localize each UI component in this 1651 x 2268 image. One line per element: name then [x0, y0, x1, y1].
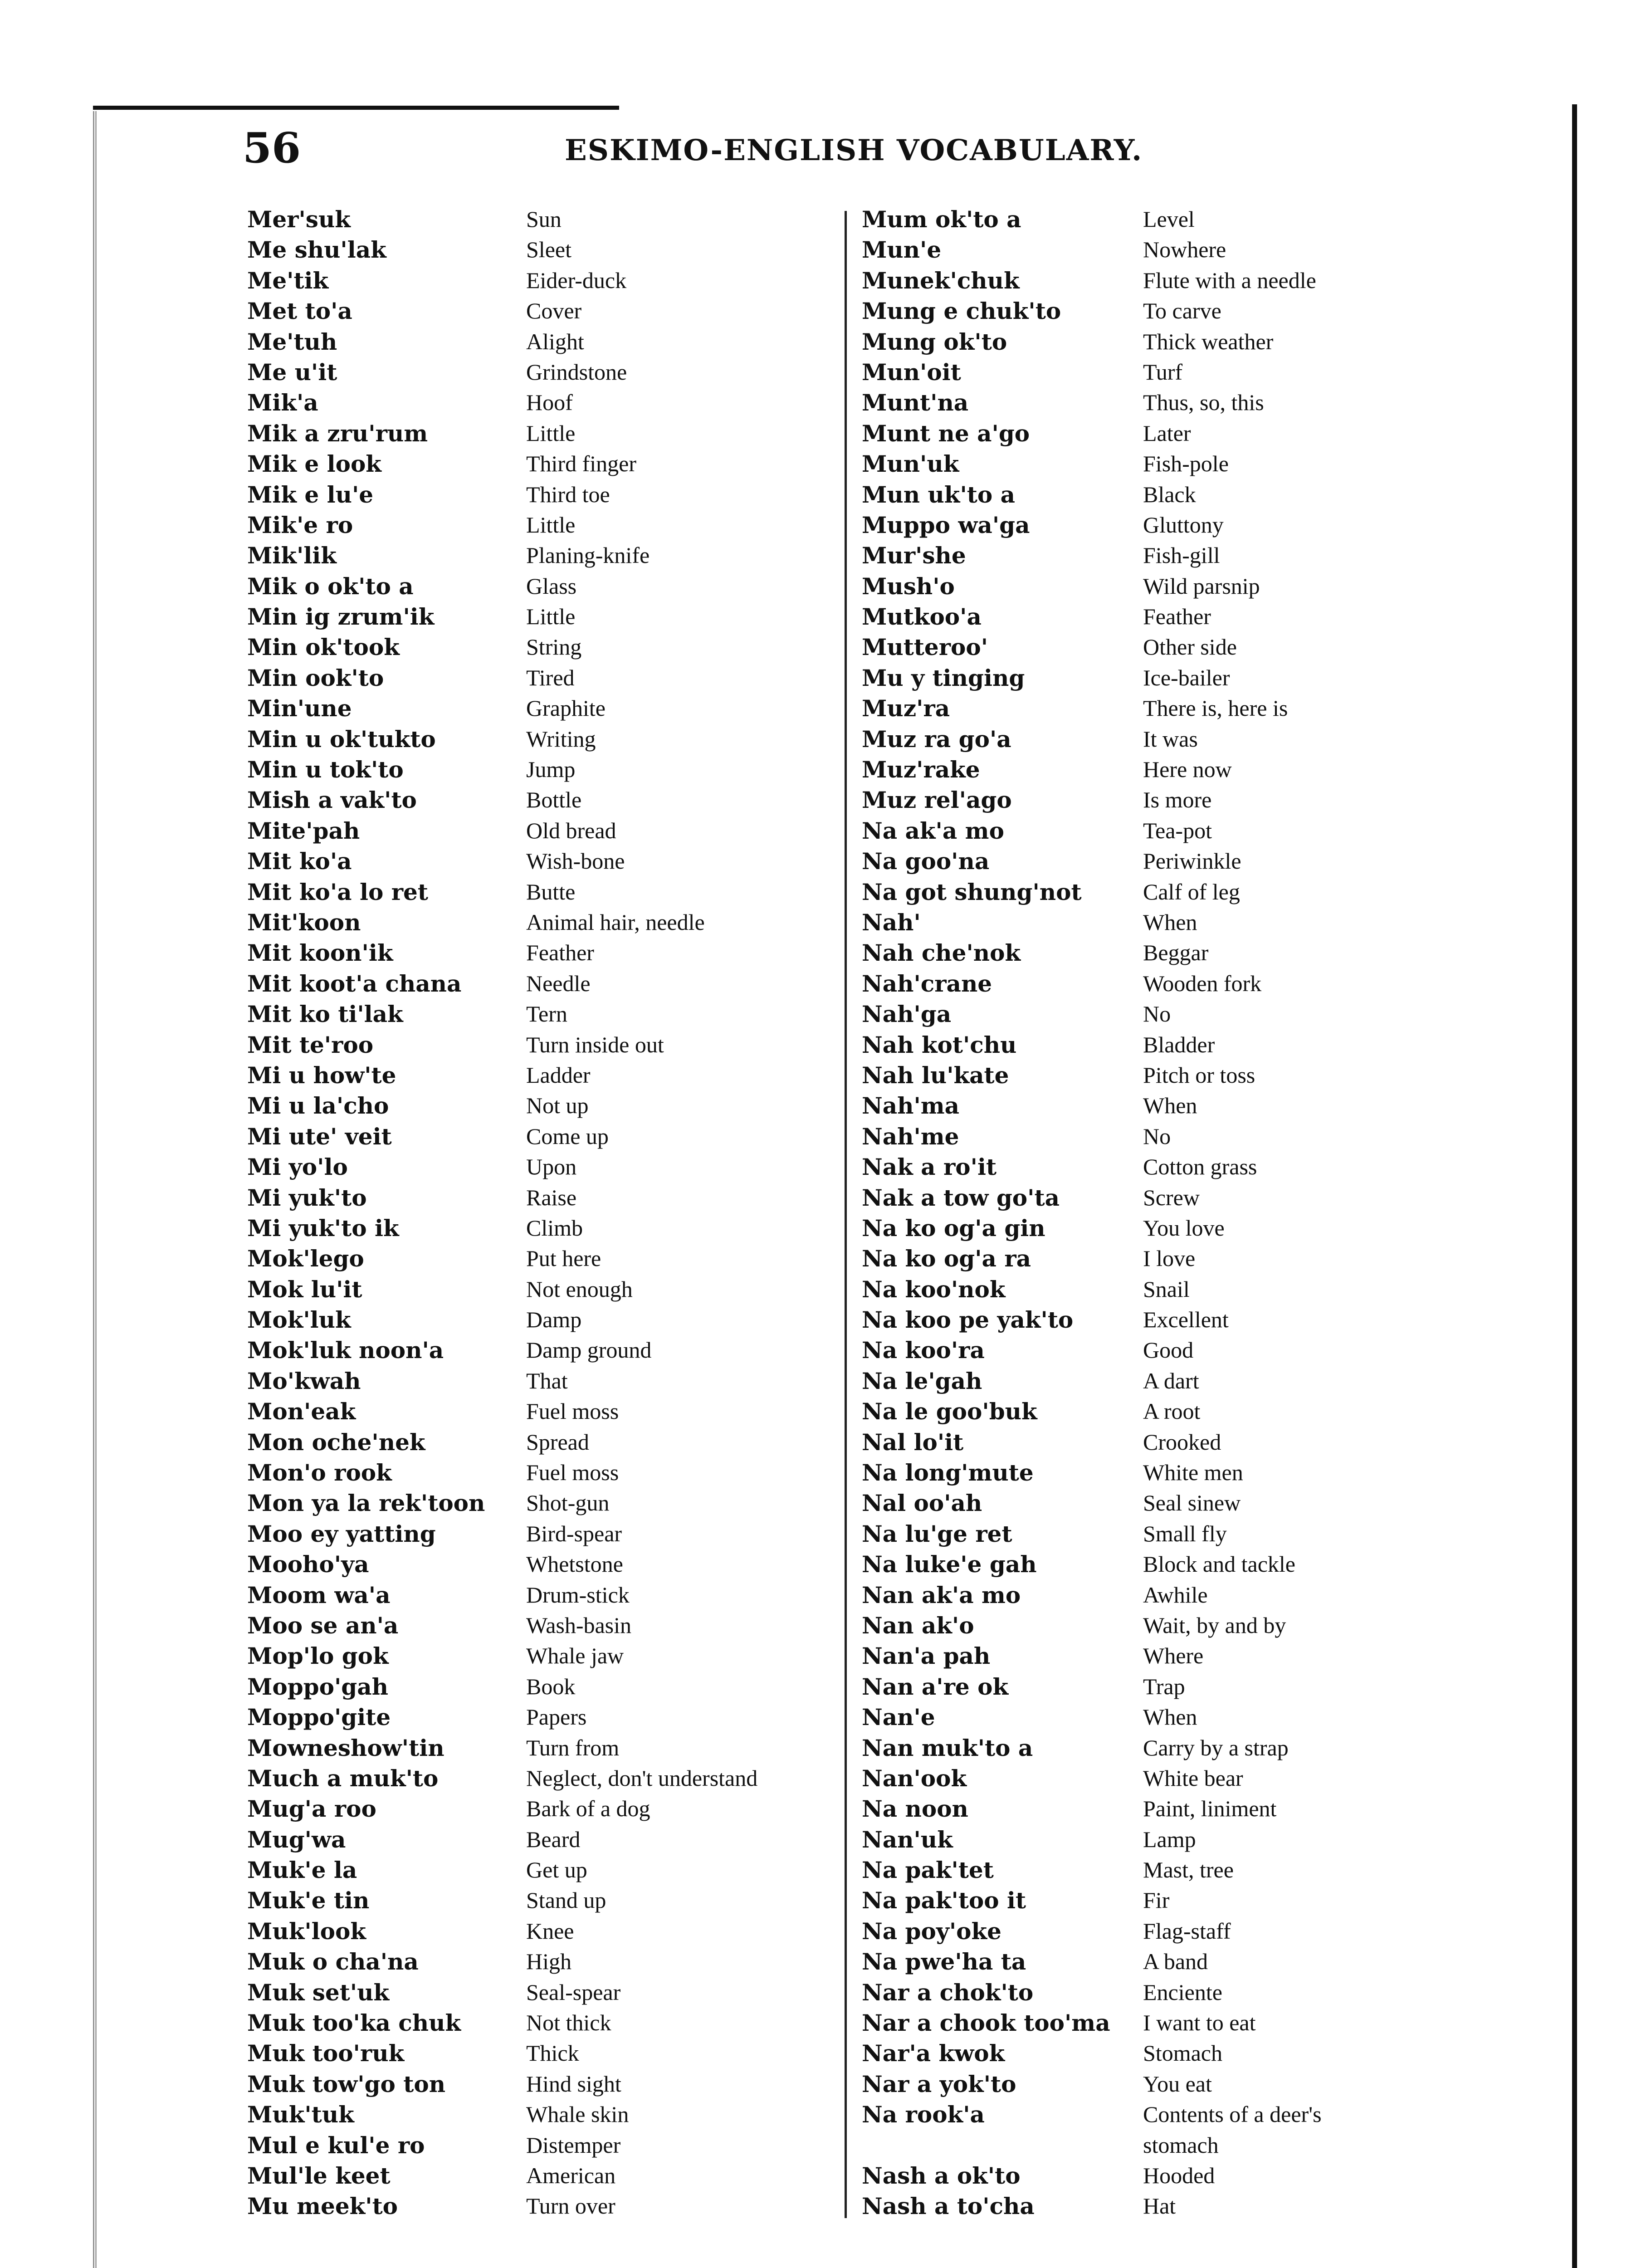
english-gloss: Sleet — [526, 237, 572, 263]
eskimo-term: Mur'she — [862, 542, 966, 569]
eskimo-term: Nak a ro'it — [862, 1154, 997, 1181]
english-gloss: Small fly — [1143, 1520, 1227, 1546]
english-gloss: Drum-stick — [526, 1582, 630, 1608]
eskimo-term: Min u ok'tukto — [247, 725, 436, 753]
english-gloss: Paint, liniment — [1143, 1796, 1277, 1822]
eskimo-term: Nan'e — [862, 1704, 935, 1731]
english-gloss: Needle — [526, 970, 591, 996]
eskimo-term: Mik e look — [247, 450, 381, 478]
english-gloss: Beard — [526, 1826, 581, 1852]
english-gloss: Thus, so, this — [1143, 390, 1264, 415]
eskimo-term: Mik o ok'to a — [247, 572, 414, 600]
eskimo-term: Nan'a pah — [862, 1642, 991, 1670]
english-gloss: Ladder — [526, 1062, 591, 1088]
eskimo-term — [862, 2130, 1143, 2160]
eskimo-term: Mutteroo' — [862, 634, 988, 661]
eskimo-term: Mowneshow'tin — [247, 1734, 444, 1761]
english-gloss: Flag-staff — [1143, 1918, 1231, 1944]
right-eskimo-column — [862, 204, 1143, 2222]
english-gloss: Put here — [526, 1246, 601, 1271]
english-gloss: Sun — [526, 206, 562, 232]
english-gloss: Later — [1143, 420, 1191, 446]
eskimo-term: Mon ya la rek'toon — [247, 1490, 485, 1517]
eskimo-term: Mit ko'a lo ret — [247, 878, 428, 905]
english-gloss: Fish-pole — [1143, 451, 1229, 477]
eskimo-term: Mon'eak — [247, 1398, 356, 1425]
eskimo-term: Na luke'e gah — [862, 1551, 1037, 1578]
english-gloss: Papers — [526, 1704, 587, 1730]
eskimo-term: Moppo'gah — [247, 1673, 388, 1700]
english-gloss: Other side — [1143, 634, 1237, 660]
english-gloss: Knee — [526, 1918, 574, 1944]
eskimo-term: Mok lu'it — [247, 1276, 362, 1303]
english-gloss: Cover — [526, 298, 582, 324]
english-gloss: Wait, by and by — [1143, 1612, 1286, 1638]
english-gloss: Bottle — [526, 787, 582, 813]
eskimo-term: Nah kot'chu — [862, 1031, 1017, 1058]
eskimo-term: Mit koot'a chana — [247, 970, 462, 997]
english-gloss: Graphite — [526, 695, 606, 721]
english-gloss: American — [526, 2163, 616, 2188]
english-gloss: I want to eat — [1143, 2010, 1256, 2036]
eskimo-term: Muk'e tin — [247, 1887, 370, 1914]
eskimo-term: Nan ak'a mo — [862, 1581, 1021, 1608]
eskimo-term: Mit ko ti'lak — [247, 1001, 403, 1028]
eskimo-term: Nah che'nok — [862, 939, 1021, 967]
english-gloss: Fuel moss — [526, 1460, 619, 1486]
eskimo-term: Mun'uk — [862, 450, 959, 478]
english-gloss: Fir — [1143, 1887, 1170, 1913]
english-gloss: To carve — [1143, 298, 1221, 324]
eskimo-term: Nah'crane — [862, 970, 992, 997]
english-gloss: Third finger — [526, 451, 636, 477]
eskimo-term: Na long'mute — [862, 1459, 1034, 1486]
english-gloss: Tern — [526, 1001, 567, 1027]
eskimo-term: Na rook'a — [862, 2101, 985, 2128]
english-gloss: You eat — [1143, 2071, 1212, 2097]
eskimo-term: Na goo'na — [862, 848, 990, 875]
eskimo-term: Na lu'ge ret — [862, 1520, 1012, 1547]
eskimo-term: Mik'e ro — [247, 511, 353, 538]
english-gloss: White bear — [1143, 1765, 1243, 1791]
english-gloss: Bark of a dog — [526, 1796, 650, 1822]
english-gloss: No — [1143, 1123, 1171, 1149]
english-gloss: Not thick — [526, 2010, 611, 2036]
eskimo-term: Min'une — [247, 695, 352, 722]
eskimo-term: Nar a yok'to — [862, 2070, 1016, 2097]
english-gloss: Whale skin — [526, 2102, 629, 2127]
eskimo-term: Muk tow'go ton — [247, 2070, 446, 2097]
english-gloss: Awhile — [1143, 1582, 1208, 1608]
eskimo-term: Mik'lik — [247, 542, 337, 569]
eskimo-term: Mon'o rook — [247, 1459, 392, 1486]
eskimo-term: Mung e chuk'to — [862, 298, 1061, 325]
eskimo-term: Mi u how'te — [247, 1061, 396, 1089]
english-gloss: Not enough — [526, 1276, 633, 1302]
english-gloss: Nowhere — [1143, 237, 1226, 263]
eskimo-term: Mi yuk'to ik — [247, 1214, 399, 1242]
eskimo-term: Met to'a — [247, 298, 352, 325]
eskimo-term: Mok'luk noon'a — [247, 1337, 444, 1364]
english-gloss: Calf of leg — [1143, 879, 1240, 904]
english-gloss: Thick weather — [1143, 328, 1274, 354]
english-gloss: Turn inside out — [526, 1031, 664, 1057]
english-gloss: Seal sinew — [1143, 1490, 1241, 1516]
eskimo-term: Nah'ga — [862, 1001, 952, 1028]
english-gloss: Beggar — [1143, 940, 1209, 966]
english-gloss: Trap — [1143, 1673, 1185, 1699]
english-gloss: Wash-basin — [526, 1612, 632, 1638]
english-gloss: A root — [1143, 1398, 1201, 1424]
eskimo-term: Min ook'to — [247, 664, 384, 691]
eskimo-term: Nah'ma — [862, 1092, 960, 1119]
english-gloss: Gluttony — [1143, 512, 1224, 538]
english-gloss: When — [1143, 909, 1197, 935]
eskimo-term: Mit ko'a — [247, 848, 352, 875]
eskimo-term: Muk'e la — [247, 1857, 357, 1884]
eskimo-term: Munt ne a'go — [862, 420, 1030, 447]
english-gloss: Where — [1143, 1643, 1204, 1669]
english-gloss: Is more — [1143, 787, 1212, 813]
eskimo-term: Much a muk'to — [247, 1765, 439, 1792]
english-gloss: Tea-pot — [1143, 817, 1212, 843]
eskimo-term: Nash a ok'to — [862, 2162, 1021, 2189]
eskimo-term: Na koo pe yak'to — [862, 1306, 1074, 1334]
eskimo-term: Mug'a roo — [247, 1795, 376, 1823]
eskimo-term: Nar a chok'to — [862, 1979, 1034, 2006]
english-gloss: Bladder — [1143, 1031, 1215, 1057]
english-gloss: A dart — [1143, 1368, 1199, 1393]
eskimo-term: Moppo'gite — [247, 1704, 391, 1731]
eskimo-term: Nash a to'cha — [862, 2193, 1035, 2220]
eskimo-term: Min u tok'to — [247, 756, 404, 783]
eskimo-term: Mooho'ya — [247, 1551, 369, 1578]
eskimo-term: Muk too'ka chuk — [247, 2009, 461, 2037]
eskimo-term: Mit te'roo — [247, 1031, 374, 1058]
eskimo-term: Mik'a — [247, 389, 318, 416]
right-english-column — [1143, 204, 1565, 2222]
eskimo-term: Mul'le keet — [247, 2162, 391, 2189]
eskimo-term: Na noon — [862, 1795, 968, 1823]
eskimo-term: Mon oche'nek — [247, 1428, 425, 1456]
eskimo-term: Mik a zru'rum — [247, 420, 428, 447]
eskimo-term: Mi yuk'to — [247, 1184, 367, 1211]
eskimo-term: Na ko og'a ra — [862, 1245, 1031, 1272]
english-gloss: Third toe — [526, 481, 610, 507]
english-gloss: Wild parsnip — [1143, 573, 1260, 599]
eskimo-term: Mik e lu'e — [247, 481, 374, 508]
english-gloss: White men — [1143, 1460, 1243, 1486]
eskimo-term: Na koo'nok — [862, 1276, 1006, 1303]
eskimo-term: Nal oo'ah — [862, 1490, 982, 1517]
english-gloss: Planing-knife — [526, 543, 650, 568]
column-divider — [845, 211, 847, 2218]
english-gloss: Lamp — [1143, 1826, 1196, 1852]
eskimo-term: Me u'it — [247, 358, 337, 386]
english-gloss: stomach — [1143, 2132, 1219, 2158]
english-gloss: Little — [526, 420, 576, 446]
eskimo-term: Mush'o — [862, 572, 955, 600]
english-gloss: Upon — [526, 1154, 577, 1180]
eskimo-term: Nak a tow go'ta — [862, 1184, 1060, 1211]
eskimo-term: Muk set'uk — [247, 1979, 390, 2006]
english-gloss: Contents of a deer's — [1143, 2102, 1322, 2127]
eskimo-term: Muk o cha'na — [247, 1948, 419, 1975]
english-gloss: That — [526, 1368, 568, 1393]
english-gloss: Turn over — [526, 2193, 615, 2219]
english-gloss: Glass — [526, 573, 577, 599]
english-gloss: Here now — [1143, 757, 1232, 782]
english-gloss: Alight — [526, 328, 584, 354]
eskimo-term: Mer'suk — [247, 206, 351, 233]
english-gloss: Level — [1143, 206, 1195, 232]
english-gloss: Wooden fork — [1143, 970, 1262, 996]
english-gloss: Whale jaw — [526, 1643, 624, 1669]
eskimo-term: Me shu'lak — [247, 236, 386, 264]
english-gloss: Turf — [1143, 359, 1183, 385]
english-gloss: Feather — [526, 940, 594, 966]
eskimo-term: Muz'rake — [862, 756, 980, 783]
running-title: ESKIMO-ENGLISH VOCABULARY. — [565, 133, 1143, 167]
eskimo-term: Muk too'ruk — [247, 2040, 405, 2067]
right-rule — [1572, 104, 1577, 2268]
eskimo-term: Muz ra go'a — [862, 725, 1011, 753]
eskimo-term: Nah' — [862, 909, 921, 936]
english-gloss: Damp — [526, 1307, 582, 1333]
eskimo-term: Mit koon'ik — [247, 939, 393, 967]
english-gloss: Come up — [526, 1123, 609, 1149]
english-gloss: It was — [1143, 726, 1198, 752]
english-gloss: Seal-spear — [526, 1979, 621, 2005]
english-gloss: Crooked — [1143, 1429, 1221, 1455]
english-gloss: A band — [1143, 1949, 1208, 1975]
eskimo-term: Moo ey yatting — [247, 1520, 436, 1547]
english-gloss: Little — [526, 512, 576, 538]
english-gloss: Bird-spear — [526, 1520, 622, 1546]
left-page-edge — [93, 111, 97, 2268]
eskimo-term: Mi yo'lo — [247, 1154, 348, 1181]
english-gloss: Screw — [1143, 1184, 1200, 1210]
eskimo-term: Mung ok'to — [862, 328, 1007, 355]
english-gloss: Butte — [526, 879, 576, 904]
english-gloss: Pitch or toss — [1143, 1062, 1255, 1088]
english-gloss: Grindstone — [526, 359, 627, 385]
eskimo-term: Nan'ook — [862, 1765, 967, 1792]
english-gloss: Jump — [526, 757, 576, 782]
english-gloss: Book — [526, 1673, 576, 1699]
english-gloss: Feather — [1143, 604, 1211, 630]
eskimo-term: Nan'uk — [862, 1826, 953, 1853]
english-gloss: Cotton grass — [1143, 1154, 1257, 1180]
english-gloss: High — [526, 1949, 572, 1975]
english-gloss: Carry by a strap — [1143, 1735, 1289, 1760]
eskimo-term: Muk'tuk — [247, 2101, 354, 2128]
page-number: 56 — [243, 123, 301, 172]
eskimo-term: Na poy'oke — [862, 1917, 1001, 1945]
eskimo-term: Muk'look — [247, 1917, 366, 1945]
english-gloss: Tired — [526, 665, 575, 690]
english-gloss: Periwinkle — [1143, 848, 1241, 874]
eskimo-term: Mite'pah — [247, 817, 360, 844]
eskimo-term: Nal lo'it — [862, 1428, 964, 1456]
eskimo-term: Mun'e — [862, 236, 942, 264]
eskimo-term: Nar a chook too'ma — [862, 2009, 1110, 2037]
english-gloss: Little — [526, 604, 576, 630]
eskimo-term: Mop'lo gok — [247, 1642, 389, 1670]
english-gloss: Shot-gun — [526, 1490, 610, 1516]
eskimo-term: Mok'lego — [247, 1245, 364, 1272]
eskimo-term: Me'tuh — [247, 328, 337, 355]
eskimo-term: Na ko og'a gin — [862, 1214, 1045, 1242]
eskimo-term: Mul e kul'e ro — [247, 2131, 425, 2159]
eskimo-term: Mi ute' veit — [247, 1123, 392, 1150]
eskimo-term: Muz rel'ago — [862, 787, 1012, 814]
english-gloss: Block and tackle — [1143, 1551, 1295, 1577]
eskimo-term: Na koo'ra — [862, 1337, 985, 1364]
eskimo-term: Mun uk'to a — [862, 481, 1016, 508]
english-gloss: Ice-bailer — [1143, 665, 1230, 690]
english-gloss: Thick — [526, 2040, 579, 2066]
eskimo-term: Nah'me — [862, 1123, 959, 1150]
eskimo-term: Na le'gah — [862, 1367, 982, 1394]
english-gloss: Enciente — [1143, 1979, 1222, 2005]
english-gloss: Hat — [1143, 2193, 1176, 2219]
eskimo-term: Nan a're ok — [862, 1673, 1009, 1700]
left-english-column — [526, 204, 844, 2222]
eskimo-term: Mug'wa — [247, 1826, 346, 1853]
eskimo-term: Mun'oit — [862, 358, 961, 386]
english-gloss: No — [1143, 1001, 1171, 1027]
english-gloss: Distemper — [526, 2132, 621, 2158]
eskimo-term: Me'tik — [247, 267, 329, 294]
eskimo-term: Mu meek'to — [247, 2193, 398, 2220]
english-gloss: Good — [1143, 1337, 1194, 1363]
eskimo-term: Muppo wa'ga — [862, 511, 1030, 538]
left-eskimo-column — [247, 204, 519, 2222]
eskimo-term: Munt'na — [862, 389, 969, 416]
english-gloss: Neglect, don't understand — [526, 1765, 758, 1791]
eskimo-term: Mok'luk — [247, 1306, 351, 1334]
eskimo-term: Min ig zrum'ik — [247, 603, 435, 631]
english-gloss: Stomach — [1143, 2040, 1222, 2066]
english-gloss: Whetstone — [526, 1551, 623, 1577]
english-gloss: Black — [1143, 481, 1196, 507]
english-gloss: I love — [1143, 1246, 1196, 1271]
english-gloss: Hooded — [1143, 2163, 1215, 2188]
eskimo-term: Munek'chuk — [862, 267, 1020, 294]
english-gloss: Mast, tree — [1143, 1857, 1234, 1883]
english-gloss: Excellent — [1143, 1307, 1229, 1333]
eskimo-term: Muz'ra — [862, 695, 950, 722]
eskimo-term: Mi u la'cho — [247, 1092, 389, 1119]
eskimo-term: Na le goo'buk — [862, 1398, 1037, 1425]
english-gloss: When — [1143, 1093, 1197, 1119]
eskimo-term: Nar'a kwok — [862, 2040, 1005, 2067]
eskimo-term: Mish a vak'to — [247, 787, 417, 814]
eskimo-term: Mu y tinging — [862, 664, 1025, 691]
eskimo-term: Na pak'tet — [862, 1857, 994, 1884]
english-gloss: Damp ground — [526, 1337, 652, 1363]
english-gloss: Animal hair, needle — [526, 909, 705, 935]
english-gloss: There is, here is — [1143, 695, 1288, 721]
eskimo-term: Min ok'took — [247, 634, 400, 661]
eskimo-term: Mo'kwah — [247, 1367, 361, 1394]
english-gloss: Eider-duck — [526, 267, 627, 293]
eskimo-term: Nan ak'o — [862, 1612, 974, 1639]
english-gloss: Get up — [526, 1857, 587, 1883]
english-gloss: String — [526, 634, 582, 660]
eskimo-term: Nan muk'to a — [862, 1734, 1033, 1761]
english-gloss: Old bread — [526, 817, 616, 843]
eskimo-term: Mit'koon — [247, 909, 361, 936]
english-gloss: Climb — [526, 1215, 583, 1241]
eskimo-term: Na got shung'not — [862, 878, 1082, 905]
english-gloss: Wish-bone — [526, 848, 625, 874]
eskimo-term: Na ak'a mo — [862, 817, 1004, 844]
english-gloss: Hind sight — [526, 2071, 621, 2097]
eskimo-term: Na pwe'ha ta — [862, 1948, 1026, 1975]
top-rule — [93, 106, 619, 110]
english-gloss: Stand up — [526, 1887, 606, 1913]
eskimo-term: Na pak'too it — [862, 1887, 1026, 1914]
english-gloss: Raise — [526, 1184, 577, 1210]
eskimo-term: Nah lu'kate — [862, 1061, 1009, 1089]
english-gloss: Turn from — [526, 1735, 620, 1760]
english-gloss: Spread — [526, 1429, 589, 1455]
english-gloss: You love — [1143, 1215, 1225, 1241]
english-gloss: Writing — [526, 726, 596, 752]
english-gloss: Not up — [526, 1093, 589, 1119]
english-gloss: When — [1143, 1704, 1197, 1730]
english-gloss: Snail — [1143, 1276, 1190, 1302]
english-gloss: Fuel moss — [526, 1398, 619, 1424]
eskimo-term: Moom wa'a — [247, 1581, 391, 1608]
english-gloss: Fish-gill — [1143, 543, 1220, 568]
eskimo-term: Mutkoo'a — [862, 603, 982, 631]
english-gloss: Flute with a needle — [1143, 267, 1316, 293]
eskimo-term: Moo se an'a — [247, 1612, 399, 1639]
english-gloss: Hoof — [526, 390, 573, 415]
eskimo-term: Mum ok'to a — [862, 206, 1021, 233]
